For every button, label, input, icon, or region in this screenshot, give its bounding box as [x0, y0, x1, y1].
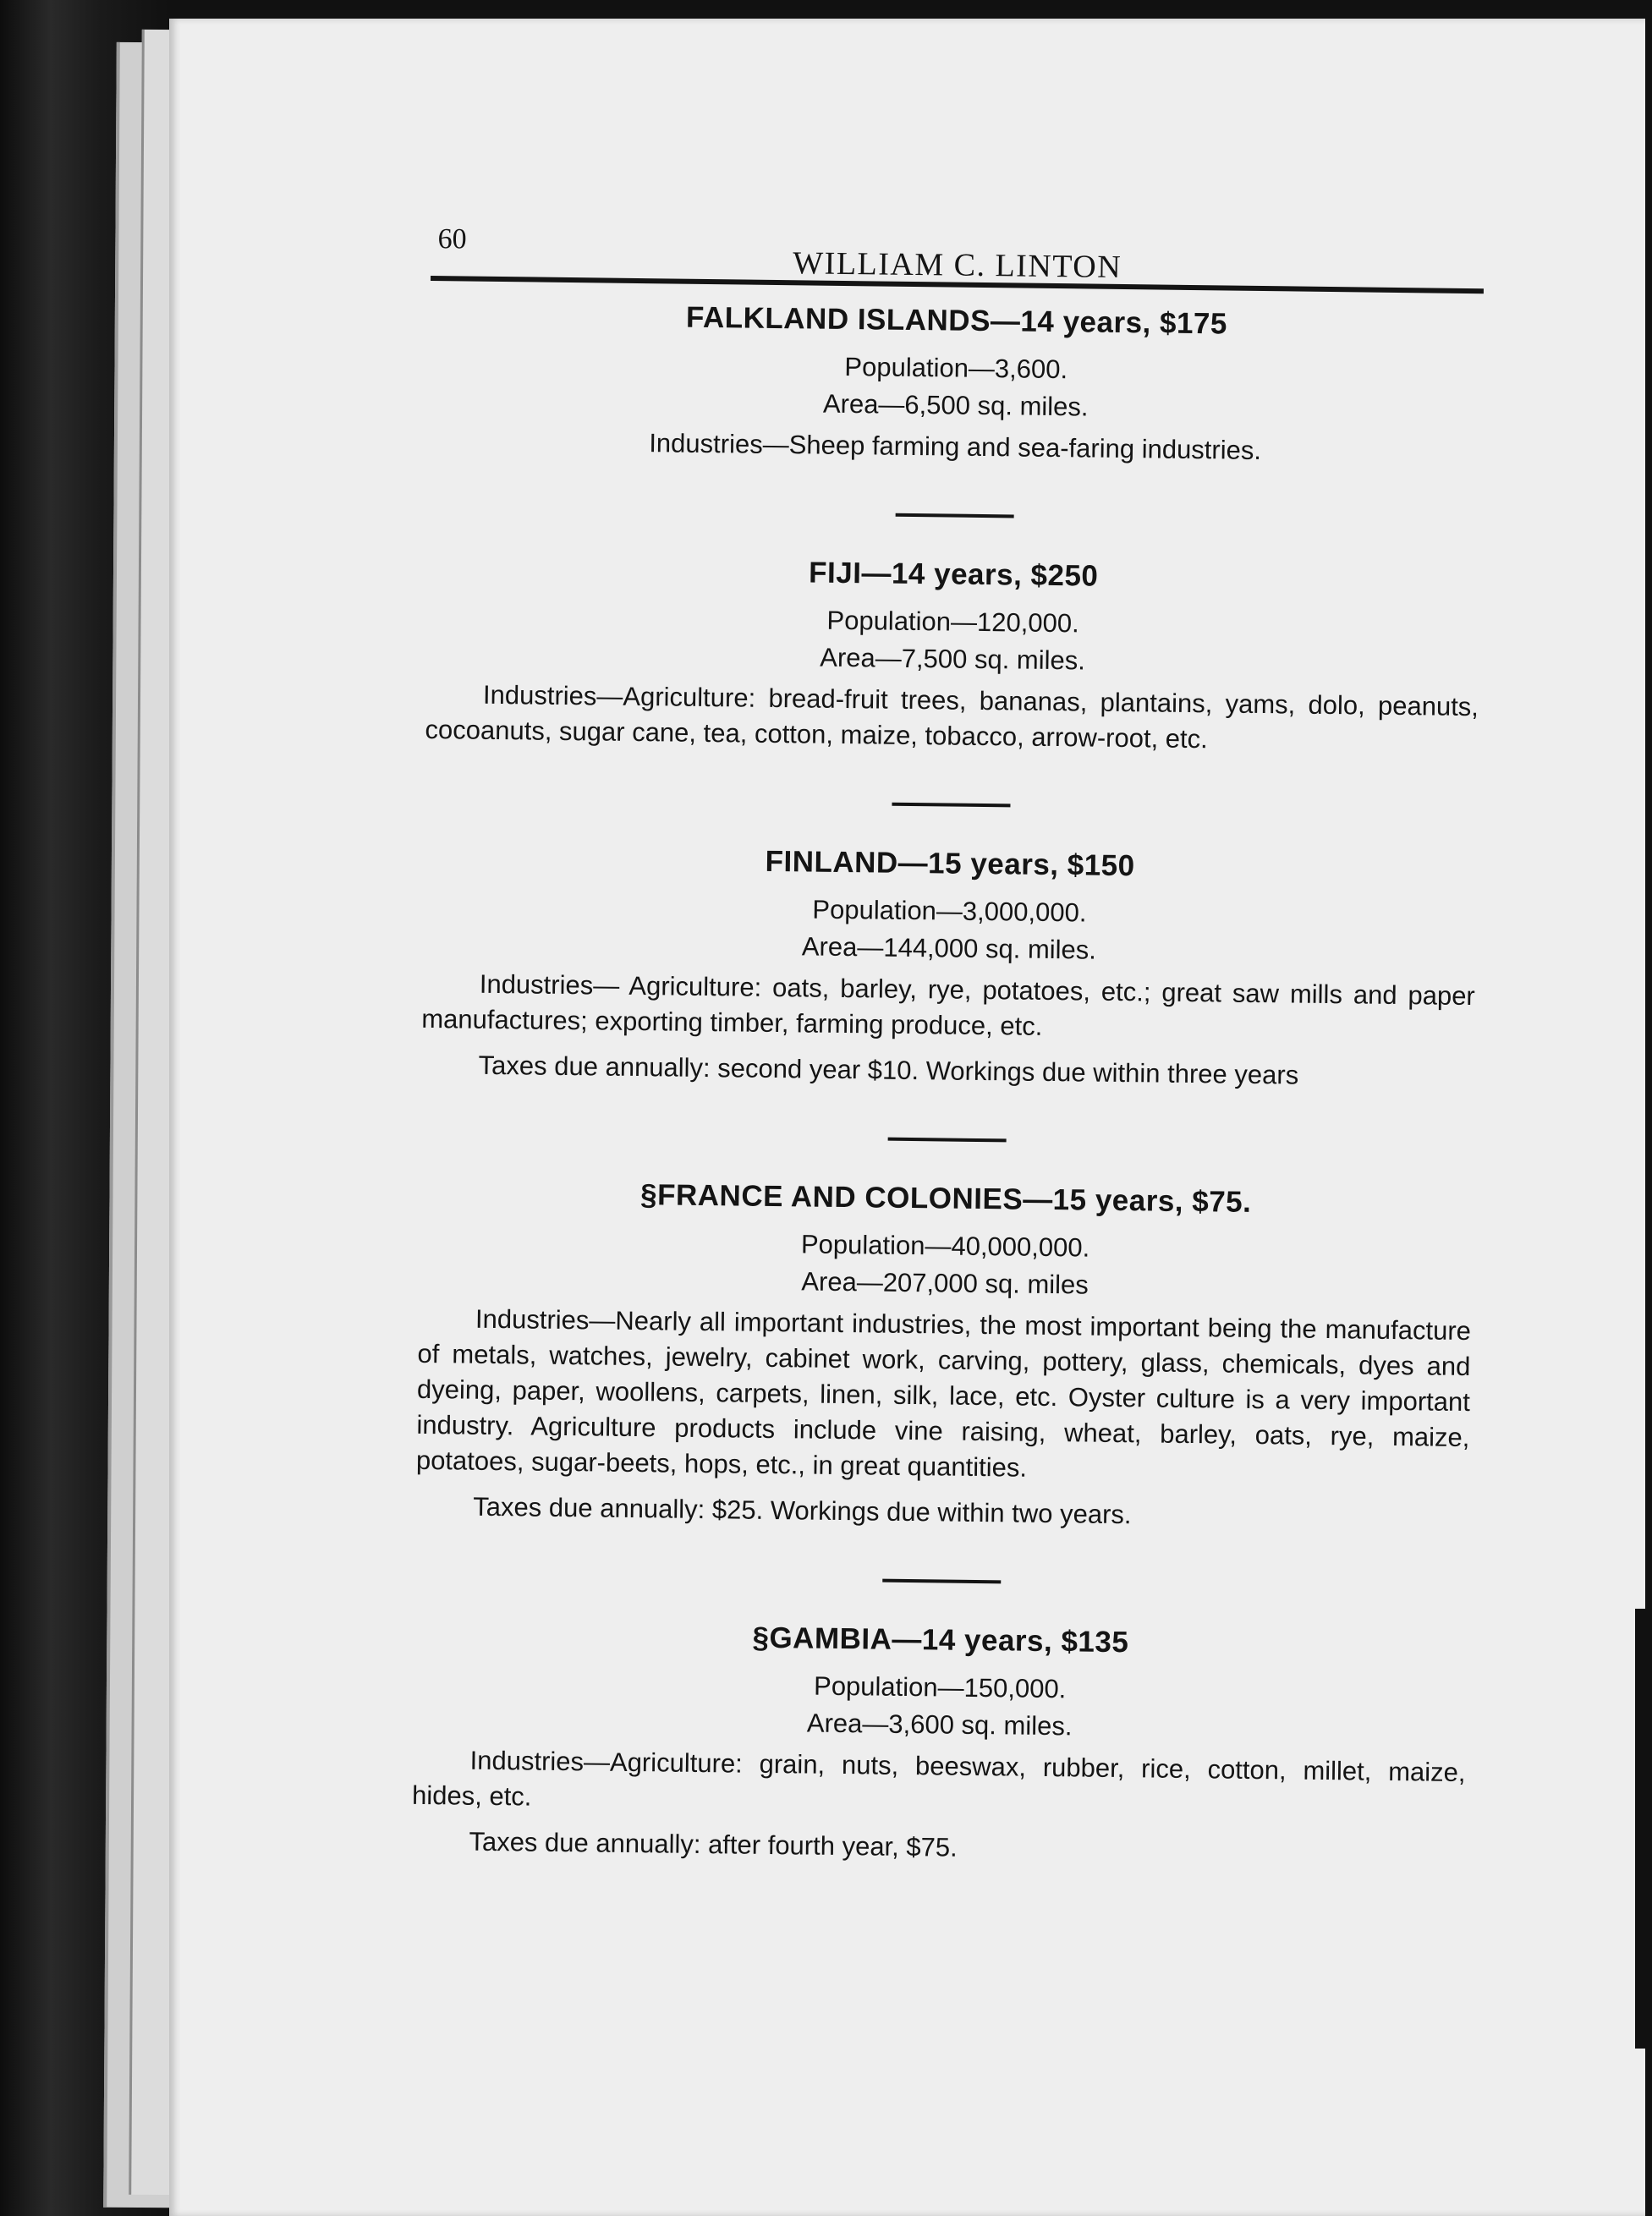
area-line: Area—3,600 sq. miles.: [806, 1708, 1073, 1742]
taxes-line: Taxes due annually: second year $10. Workings due within three years: [478, 1050, 1299, 1090]
country-entry-finland: [420, 841, 1476, 1095]
country-entry-gambia: [411, 1617, 1467, 1872]
population-line: Population—150,000.: [813, 1670, 1067, 1704]
taxes-line: Taxes due annually: $25. Workings due within two years.: [473, 1491, 1132, 1530]
country-entry-france-and-colonies: [415, 1176, 1473, 1537]
taxes-line: Taxes due annually: after fourth year, $75.: [469, 1826, 958, 1862]
entry-heading: §GAMBIA—14 years, $135: [752, 1621, 1129, 1659]
section-divider: [882, 1579, 1001, 1584]
entry-heading: FIJI—14 years, $250: [808, 556, 1099, 593]
industries-paragraph: Industries—Agriculture: bread-fruit trees, bananas, plantains, yams, dolo, peanuts, cocoanuts, sugar cane, tea, cotton, maize, tobacco, arrow-root, etc.: [425, 679, 1479, 754]
area-line: Area—207,000 sq. miles: [801, 1266, 1089, 1300]
area-line: Area—144,000 sq. miles.: [801, 931, 1097, 965]
running-header: [431, 211, 1485, 293]
section-divider: [887, 1138, 1006, 1143]
population-line: Population—3,000,000.: [812, 894, 1087, 928]
page-content: [411, 211, 1485, 1872]
entry-heading: FALKLAND ISLANDS—14 years, $175: [685, 300, 1228, 341]
population-line: Population—40,000,000.: [800, 1229, 1090, 1263]
area-line: Area—6,500 sq. miles.: [822, 388, 1089, 422]
entry-heading: FINLAND—15 years, $150: [765, 844, 1135, 883]
population-line: Population—120,000.: [826, 605, 1079, 639]
country-entry-falkland-islands: [428, 298, 1483, 471]
industries-paragraph: Industries—Agriculture: grain, nuts, beeswax, rubber, rice, cotton, millet, maize, hides, etc.: [411, 1745, 1466, 1812]
entry-heading: §FRANCE AND COLONIES—15 years, $75.: [639, 1178, 1252, 1219]
population-line: Population—3,600.: [844, 351, 1068, 385]
page-number: 60: [437, 223, 467, 255]
section-divider: [892, 803, 1010, 808]
country-entry-fiji: [425, 551, 1480, 760]
industries-paragraph: Industries—Sheep farming and sea-faring industries.: [649, 428, 1262, 466]
industries-paragraph: Industries— Agriculture: oats, barley, rye, potatoes, etc.; great saw mills and paper manufactures; exporting timber, farming produce, etc.: [421, 968, 1475, 1041]
binding-shadow: [1635, 1609, 1645, 2049]
industries-paragraph: Industries—Nearly all important industries, the most important being the manufacture of metals, watches, jewelry, cabinet work, carving, pottery, glass, chemicals, dyes and dyeing, paper, woollens, carpets, linen, silk, lace, etc. Oyster culture is a very important industry. Agriculture products include vine raising, wheat, barley, oats, rye, maize, potatoes, sugar-beets, hops, etc., in great quantities.: [415, 1303, 1472, 1483]
section-divider: [895, 513, 1013, 518]
running-title: WILLIAM C. LINTON: [793, 245, 1122, 285]
area-line: Area—7,500 sq. miles.: [820, 642, 1086, 676]
